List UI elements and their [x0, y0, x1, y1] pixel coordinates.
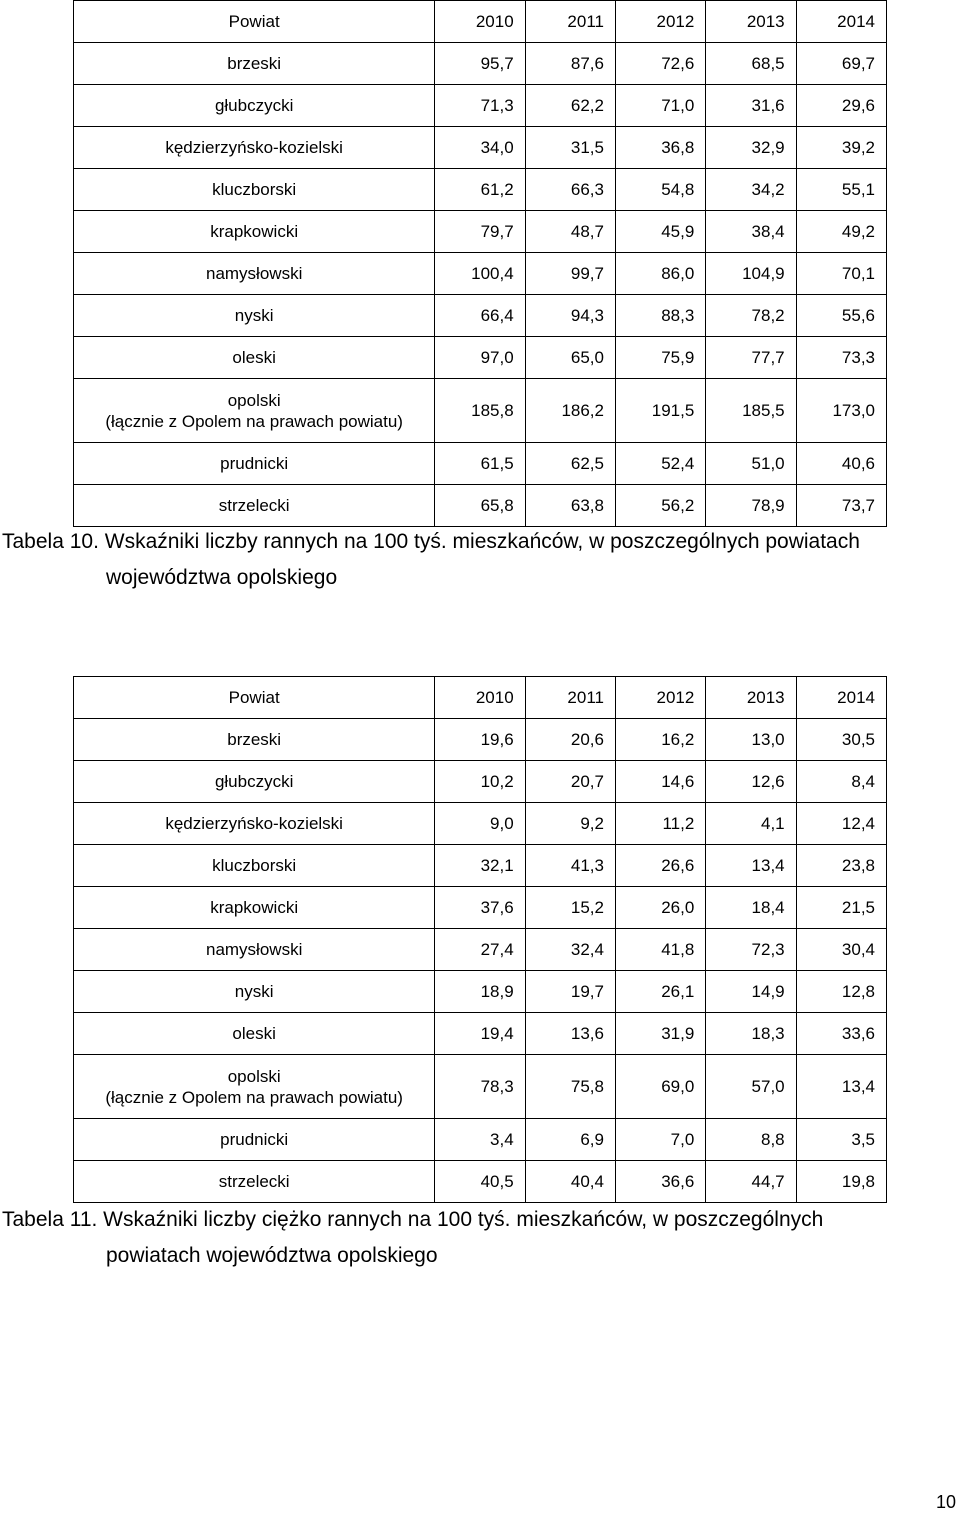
value-cell: 72,6: [615, 43, 705, 85]
table-row: [74, 761, 887, 803]
column-header-year: 2014: [796, 1, 886, 43]
value-cell: 19,6: [435, 719, 525, 761]
column-header-year: 2010: [435, 1, 525, 43]
caption-line: województwa opolskiego: [106, 566, 338, 589]
table-row: [74, 337, 887, 379]
value-cell: 44,7: [706, 1161, 796, 1203]
value-cell: 68,5: [706, 43, 796, 85]
value-cell: 41,8: [615, 929, 705, 971]
value-cell: 3,4: [435, 1119, 525, 1161]
value-cell: 72,3: [706, 929, 796, 971]
page-number: 10: [935, 1492, 956, 1512]
county-name: [74, 485, 435, 527]
value-cell: 185,8: [435, 379, 525, 443]
county-name: [74, 1055, 435, 1119]
value-cell: 56,2: [615, 485, 705, 527]
value-cell: 65,0: [525, 337, 615, 379]
caption-line: Tabela 10. Wskaźniki liczby rannych na 100 tyś. mieszkańców, w poszczególnych powiatach: [2, 530, 860, 553]
value-cell: 49,2: [796, 211, 886, 253]
value-cell: 18,3: [706, 1013, 796, 1055]
value-cell: 52,4: [615, 443, 705, 485]
value-cell: 13,4: [706, 845, 796, 887]
table-row: [74, 845, 887, 887]
county-name: [74, 127, 435, 169]
value-cell: 99,7: [525, 253, 615, 295]
value-cell: 39,2: [796, 127, 886, 169]
value-cell: 12,6: [706, 761, 796, 803]
value-cell: 62,5: [525, 443, 615, 485]
county-name-line: prudnicki: [220, 454, 289, 473]
value-cell: 191,5: [615, 379, 705, 443]
county-name-line: strzelecki: [218, 1172, 290, 1191]
county-name-line: krapkowicki: [210, 898, 299, 917]
column-header-year: 2014: [796, 677, 886, 719]
county-name: [74, 295, 435, 337]
value-cell: 55,6: [796, 295, 886, 337]
value-cell: 26,6: [615, 845, 705, 887]
value-cell: 73,7: [796, 485, 886, 527]
county-name-line: prudnicki: [220, 1130, 289, 1149]
county-name: [74, 1161, 435, 1203]
value-cell: 32,1: [435, 845, 525, 887]
value-cell: 13,4: [796, 1055, 886, 1119]
table-row: [74, 887, 887, 929]
value-cell: 45,9: [615, 211, 705, 253]
value-cell: 11,2: [615, 803, 705, 845]
value-cell: 29,6: [796, 85, 886, 127]
county-name: [74, 1013, 435, 1055]
column-header-powiat: Powiat: [74, 1, 435, 43]
value-cell: 37,6: [435, 887, 525, 929]
value-cell: 69,7: [796, 43, 886, 85]
value-cell: 54,8: [615, 169, 705, 211]
value-cell: 78,2: [706, 295, 796, 337]
value-cell: 95,7: [435, 43, 525, 85]
column-header-year: 2010: [435, 677, 525, 719]
value-cell: 30,4: [796, 929, 886, 971]
value-cell: 19,4: [435, 1013, 525, 1055]
value-cell: 19,8: [796, 1161, 886, 1203]
column-header-year: 2012: [615, 677, 705, 719]
column-header-year: 2011: [525, 677, 615, 719]
county-name: [74, 845, 435, 887]
table-row: [74, 719, 887, 761]
table-caption: [2, 1202, 952, 1274]
column-header-year: 2012: [615, 1, 705, 43]
value-cell: 19,7: [525, 971, 615, 1013]
value-cell: 62,2: [525, 85, 615, 127]
table-header-row: [74, 677, 887, 719]
county-name-line: namysłowski: [205, 264, 303, 283]
column-header-powiat: Powiat: [74, 677, 435, 719]
table-row: [74, 1055, 887, 1119]
county-name-line: kluczborski: [212, 856, 297, 875]
value-cell: 18,4: [706, 887, 796, 929]
table-row: [74, 929, 887, 971]
county-name-line: kędzierzyńsko-kozielski: [165, 814, 343, 833]
county-name-line: kędzierzyńsko-kozielski: [165, 138, 343, 157]
caption-line: Tabela 11. Wskaźniki liczby ciężko rannych na 100 tyś. mieszkańców, w poszczególnych: [2, 1208, 824, 1231]
county-name-line: oleski: [232, 348, 276, 367]
value-cell: 97,0: [435, 337, 525, 379]
value-cell: 18,9: [435, 971, 525, 1013]
value-cell: 6,9: [525, 1119, 615, 1161]
value-cell: 33,6: [796, 1013, 886, 1055]
value-cell: 78,3: [435, 1055, 525, 1119]
value-cell: 78,9: [706, 485, 796, 527]
value-cell: 32,4: [525, 929, 615, 971]
value-cell: 70,1: [796, 253, 886, 295]
county-name-line: kluczborski: [212, 180, 297, 199]
county-name: [74, 85, 435, 127]
county-name-line: opolski: [227, 390, 281, 410]
value-cell: 16,2: [615, 719, 705, 761]
county-name: [74, 719, 435, 761]
county-name-line: opolski: [227, 1066, 281, 1086]
value-cell: 14,9: [706, 971, 796, 1013]
county-name: [74, 253, 435, 295]
table-row: [74, 169, 887, 211]
county-name: [74, 761, 435, 803]
value-cell: 61,2: [435, 169, 525, 211]
value-cell: 26,1: [615, 971, 705, 1013]
table-caption: [2, 524, 952, 596]
county-name-line: głubczycki: [214, 772, 294, 791]
value-cell: 12,4: [796, 803, 886, 845]
table-row: [74, 1161, 887, 1203]
value-cell: 9,2: [525, 803, 615, 845]
table-row: [74, 1119, 887, 1161]
value-cell: 34,2: [706, 169, 796, 211]
table-row: [74, 379, 887, 443]
value-cell: 77,7: [706, 337, 796, 379]
value-cell: 86,0: [615, 253, 705, 295]
value-cell: 9,0: [435, 803, 525, 845]
value-cell: 38,4: [706, 211, 796, 253]
value-cell: 48,7: [525, 211, 615, 253]
county-name-line: oleski: [232, 1024, 276, 1043]
county-name-line: (łącznie z Opolem na prawach powiatu): [105, 1087, 403, 1107]
value-cell: 186,2: [525, 379, 615, 443]
county-name-line: nyski: [234, 306, 274, 325]
value-cell: 88,3: [615, 295, 705, 337]
value-cell: 8,8: [706, 1119, 796, 1161]
table-header-row: [74, 1, 887, 43]
value-cell: 4,1: [706, 803, 796, 845]
value-cell: 31,9: [615, 1013, 705, 1055]
value-cell: 61,5: [435, 443, 525, 485]
value-cell: 8,4: [796, 761, 886, 803]
table-row: [74, 43, 887, 85]
value-cell: 34,0: [435, 127, 525, 169]
table-row: [74, 443, 887, 485]
column-header-year: 2011: [525, 1, 615, 43]
value-cell: 40,4: [525, 1161, 615, 1203]
value-cell: 30,5: [796, 719, 886, 761]
table-row: [74, 803, 887, 845]
value-cell: 173,0: [796, 379, 886, 443]
county-name: [74, 887, 435, 929]
county-name: [74, 43, 435, 85]
value-cell: 13,0: [706, 719, 796, 761]
value-cell: 10,2: [435, 761, 525, 803]
table-seriously-injured: [73, 676, 887, 1203]
value-cell: 69,0: [615, 1055, 705, 1119]
value-cell: 75,9: [615, 337, 705, 379]
value-cell: 79,7: [435, 211, 525, 253]
value-cell: 51,0: [706, 443, 796, 485]
value-cell: 71,3: [435, 85, 525, 127]
county-name: [74, 169, 435, 211]
county-name: [74, 443, 435, 485]
county-name-line: strzelecki: [218, 496, 290, 515]
value-cell: 26,0: [615, 887, 705, 929]
value-cell: 41,3: [525, 845, 615, 887]
county-name-line: krapkowicki: [210, 222, 299, 241]
table-row: [74, 85, 887, 127]
county-name: [74, 929, 435, 971]
value-cell: 40,5: [435, 1161, 525, 1203]
value-cell: 185,5: [706, 379, 796, 443]
county-name-line: głubczycki: [214, 96, 294, 115]
table-row: [74, 211, 887, 253]
value-cell: 66,4: [435, 295, 525, 337]
table-row: [74, 127, 887, 169]
value-cell: 21,5: [796, 887, 886, 929]
table-row: [74, 1013, 887, 1055]
value-cell: 71,0: [615, 85, 705, 127]
value-cell: 104,9: [706, 253, 796, 295]
county-name: [74, 337, 435, 379]
table-body: [74, 1, 887, 527]
value-cell: 13,6: [525, 1013, 615, 1055]
value-cell: 20,7: [525, 761, 615, 803]
value-cell: 63,8: [525, 485, 615, 527]
county-name-line: (łącznie z Opolem na prawach powiatu): [105, 411, 403, 431]
county-name-line: nyski: [234, 982, 274, 1001]
county-name-line: brzeski: [227, 730, 282, 749]
county-name: [74, 211, 435, 253]
value-cell: 20,6: [525, 719, 615, 761]
value-cell: 57,0: [706, 1055, 796, 1119]
value-cell: 66,3: [525, 169, 615, 211]
value-cell: 14,6: [615, 761, 705, 803]
value-cell: 94,3: [525, 295, 615, 337]
value-cell: 15,2: [525, 887, 615, 929]
column-header-year: 2013: [706, 677, 796, 719]
county-name: [74, 803, 435, 845]
column-header-year: 2013: [706, 1, 796, 43]
value-cell: 36,8: [615, 127, 705, 169]
value-cell: 32,9: [706, 127, 796, 169]
value-cell: 3,5: [796, 1119, 886, 1161]
table-row: [74, 971, 887, 1013]
table-row: [74, 485, 887, 527]
county-name: [74, 971, 435, 1013]
county-name: [74, 1119, 435, 1161]
value-cell: 87,6: [525, 43, 615, 85]
value-cell: 40,6: [796, 443, 886, 485]
value-cell: 55,1: [796, 169, 886, 211]
value-cell: 73,3: [796, 337, 886, 379]
county-name-line: brzeski: [227, 54, 282, 73]
caption-line: powiatach województwa opolskiego: [106, 1244, 438, 1267]
table-row: [74, 295, 887, 337]
value-cell: 27,4: [435, 929, 525, 971]
value-cell: 12,8: [796, 971, 886, 1013]
county-name-line: namysłowski: [205, 940, 303, 959]
value-cell: 23,8: [796, 845, 886, 887]
county-name: [74, 379, 435, 443]
value-cell: 31,5: [525, 127, 615, 169]
value-cell: 75,8: [525, 1055, 615, 1119]
table-body: [74, 677, 887, 1203]
value-cell: 36,6: [615, 1161, 705, 1203]
value-cell: 31,6: [706, 85, 796, 127]
table-row: [74, 253, 887, 295]
value-cell: 7,0: [615, 1119, 705, 1161]
value-cell: 65,8: [435, 485, 525, 527]
table-injured: [73, 0, 887, 527]
value-cell: 100,4: [435, 253, 525, 295]
